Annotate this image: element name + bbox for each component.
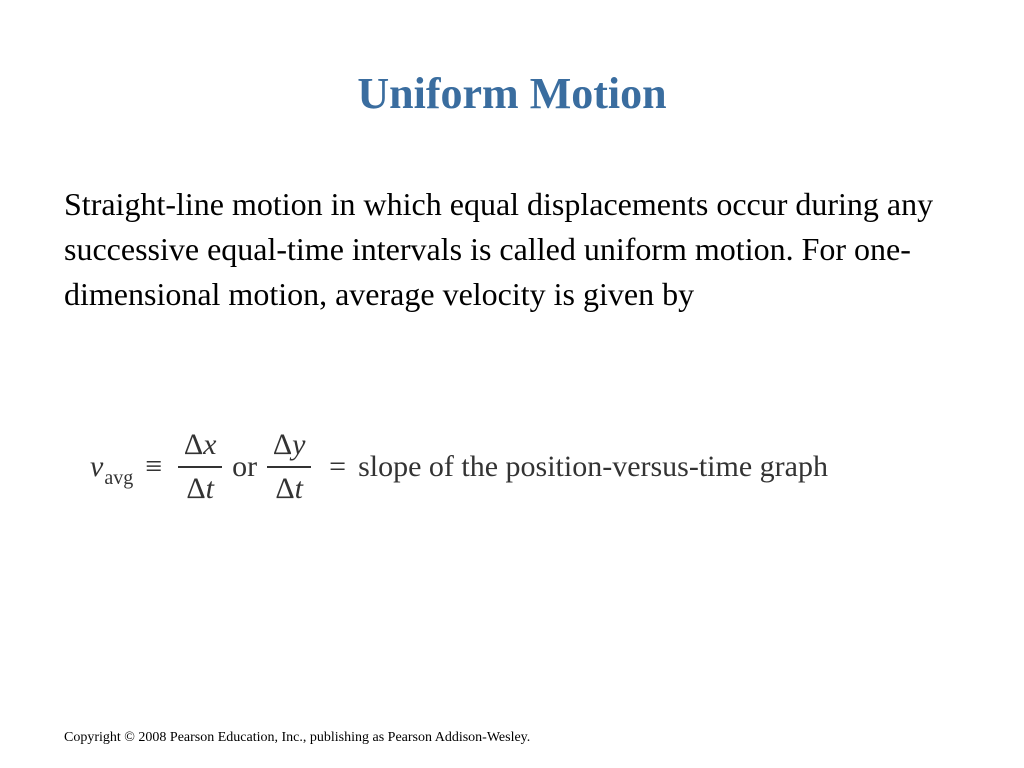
formula-rhs-text: slope of the position-versus-time graph (358, 450, 828, 483)
fraction-numerator (180, 427, 221, 463)
t-variable: t (294, 472, 303, 505)
fraction-numerator (269, 427, 310, 463)
defined-as-symbol: ≡ (145, 450, 163, 483)
body-paragraph: Straight-line motion in which equal displacements occur during any successive equal-time intervals is called uniform motion. For one-dimensional motion, average velocity is given by (64, 186, 934, 312)
fraction-denominator (271, 471, 307, 507)
fraction-bar (178, 466, 222, 468)
copyright-footer: Copyright © 2008 Pearson Education, Inc., publishing as Pearson Addison-Wesley. (64, 730, 531, 745)
delta-symbol: Δ (272, 428, 293, 461)
velocity-subscript: avg (104, 467, 134, 489)
fraction-bar (267, 466, 311, 468)
velocity-symbol (90, 450, 134, 489)
velocity-variable: v (90, 450, 104, 483)
fraction-denominator (182, 471, 218, 507)
y-variable: y (292, 428, 306, 461)
slide-title: Uniform Motion (357, 69, 667, 118)
equals-sign: = (329, 450, 347, 483)
x-variable: x (203, 428, 217, 461)
delta-symbol: Δ (275, 472, 295, 505)
t-variable: t (205, 472, 214, 505)
delta-symbol: Δ (186, 472, 206, 505)
delta-symbol: Δ (183, 428, 204, 461)
or-word: or (232, 450, 258, 483)
average-velocity-formula (90, 424, 828, 510)
fraction-delta-x-over-delta-t (178, 427, 222, 507)
fraction-delta-y-over-delta-t (267, 427, 311, 507)
